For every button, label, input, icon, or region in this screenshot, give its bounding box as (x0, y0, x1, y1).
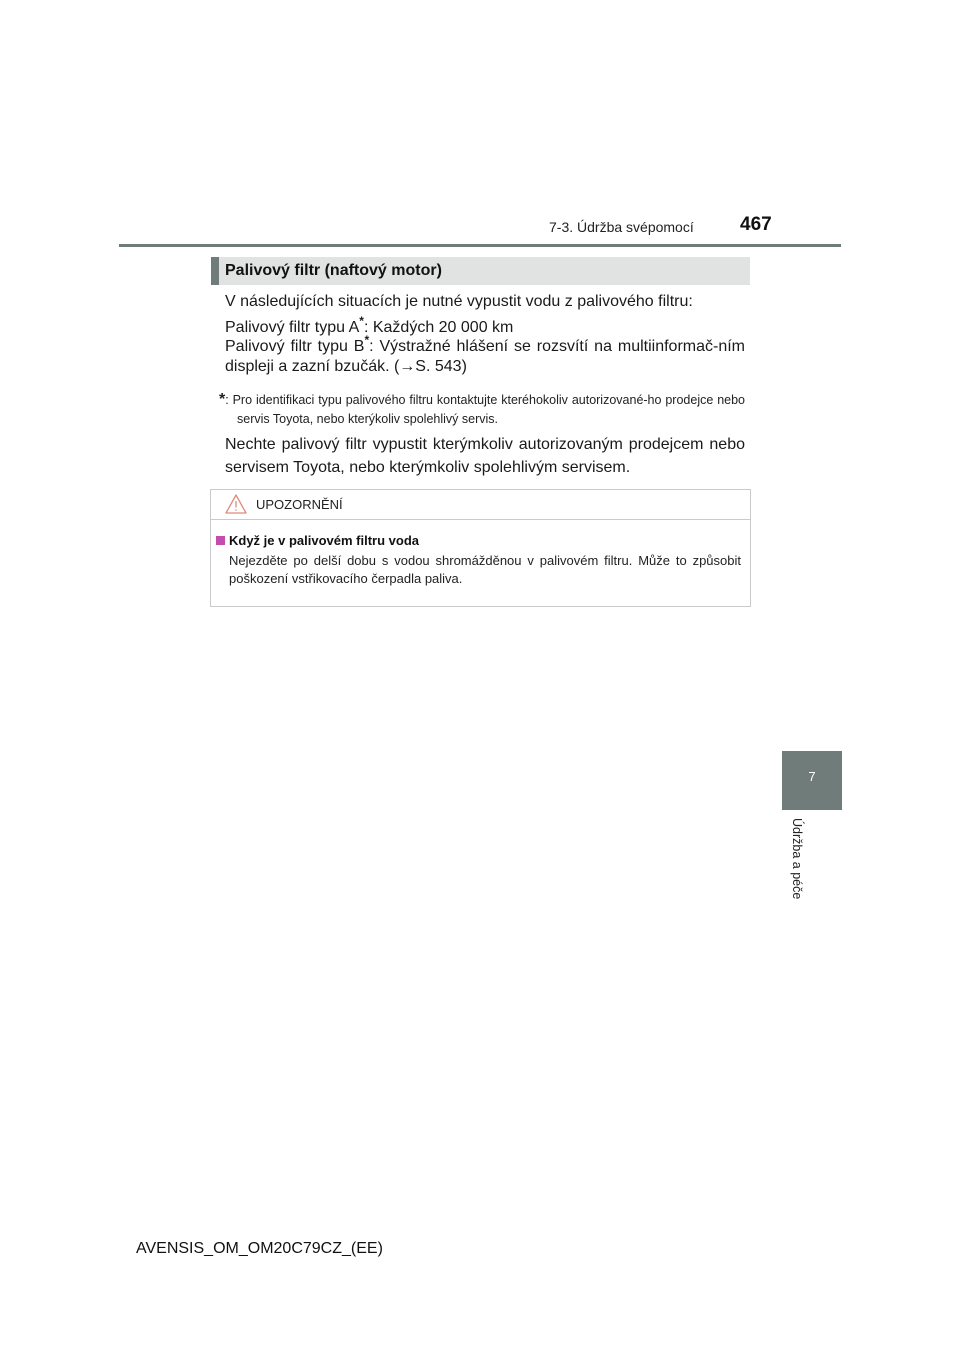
filter-type-b-line (225, 332, 745, 377)
caution-header (211, 490, 750, 520)
warning-triangle-icon (224, 493, 248, 515)
caution-text: Nejezděte po delší dobu s vodou shromážděnou v palivovém filtru. Může to způsobit poškození vstřikovacího čerpadla paliva. (229, 553, 741, 586)
recommendation-paragraph: Nechte palivový filtr vypustit kterýmkoliv autorizovaným prodejcem nebo servisem Toyota, nebo kterýmkoliv spolehlivým servisem. (225, 436, 745, 476)
footnote (219, 390, 745, 429)
page-number: 467 (740, 214, 772, 235)
caution-label: UPOZORNĚNÍ (256, 497, 343, 512)
header-divider (119, 244, 841, 247)
bullet-square-icon (216, 536, 225, 545)
filter-type-a-text: : Každých 20 000 km (363, 319, 514, 336)
caution-subheading-row (216, 533, 419, 548)
filter-type-a-label: Palivový filtr typu A (225, 319, 360, 336)
intro-paragraph: V následujících situacích je nutné vypustit vodu z palivového filtru: (225, 293, 693, 310)
chapter-number: 7 (808, 769, 816, 784)
footnote-marker: * (219, 391, 226, 408)
caution-subheading: Když je v palivovém filtru voda (229, 533, 419, 548)
caution-box (210, 489, 751, 607)
filter-type-b-label: Palivový filtr typu B (225, 338, 365, 355)
section-heading-bar (211, 257, 750, 285)
section-heading-accent (211, 257, 219, 285)
asterisk-mark: * (359, 313, 364, 328)
document-code: AVENSIS_OM_OM20C79CZ_(EE) (136, 1240, 383, 1257)
section-heading: Palivový filtr (naftový motor) (225, 262, 442, 279)
filter-type-a-line (225, 313, 745, 338)
header-section-title: 7-3. Údržba svépomocí (549, 219, 694, 235)
footnote-text: : Pro identifikaci typu palivového filtru kontaktujte kteréhokoliv autorizované-ho prodejce nebo servis Toyota, nebo kterýkoliv spolehlivý servis. (225, 393, 745, 426)
asterisk-mark: * (364, 332, 370, 347)
filter-type-b-text: : Výstražné hlášení se rozsvítí na multiinformač-ním displeji a zazní bzučák. (→S. 543) (225, 338, 745, 375)
chapter-label: Údržba a péče (790, 818, 804, 900)
chapter-tab (782, 751, 842, 810)
